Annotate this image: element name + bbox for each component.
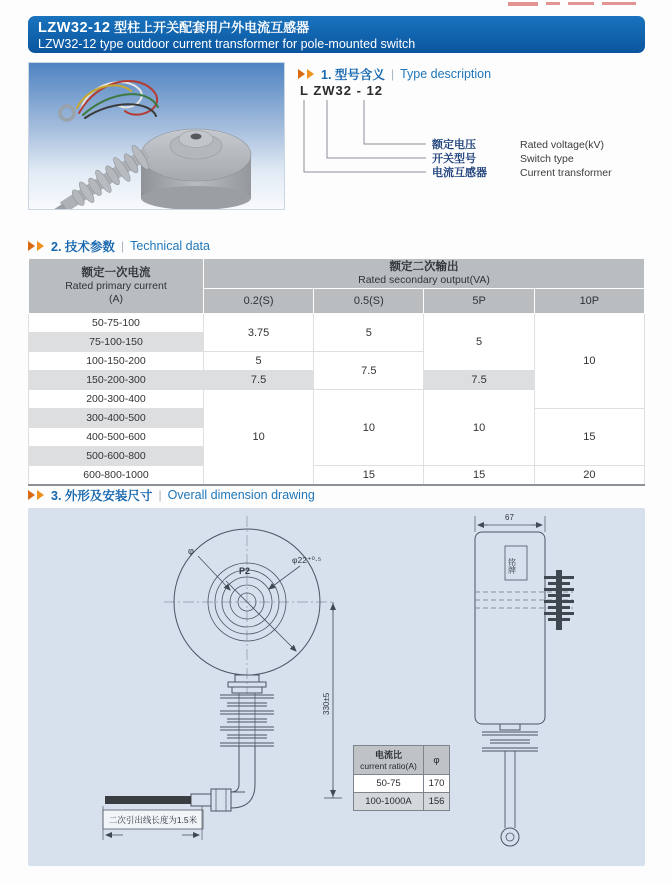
diagram-connector-lines — [304, 100, 426, 172]
output-cell: 7.5 — [203, 371, 313, 390]
model-number: LZW32-12 — [38, 20, 111, 36]
legend-zh-ct: 电流互感器 — [432, 167, 487, 179]
page-title-zh: LZW32-12 型柱上开关配套用户外电流互感器 — [38, 20, 310, 36]
width-dim-text: 67 — [505, 513, 514, 522]
phi-label: φ — [188, 546, 194, 556]
product-photo-image — [29, 63, 284, 209]
phi-column-header: φ — [424, 746, 450, 775]
output-cell: 5 — [424, 314, 534, 371]
primary-current-cell: 200-300-400 — [29, 390, 204, 409]
output-cell: 7.5 — [314, 352, 424, 390]
ratio-cell: 50-75 — [354, 775, 424, 793]
output-cell: 5 — [203, 352, 313, 371]
section-3-title — [28, 487, 315, 503]
class-header-02s: 0.2(S) — [203, 289, 313, 314]
model-code-text: L ZW32 - 12 — [300, 84, 384, 98]
output-cell: 7.5 — [424, 371, 534, 390]
height-dimension — [322, 602, 342, 798]
output-cell: 15 — [314, 466, 424, 486]
title-divider: | — [158, 488, 162, 502]
type-designation-diagram — [298, 84, 648, 196]
product-photo — [28, 62, 285, 210]
output-cell: 15 — [534, 409, 644, 466]
page-title-banner — [28, 16, 645, 53]
section-1-title-en: Type description — [400, 67, 492, 81]
primary-current-cell: 600-800-1000 — [29, 466, 204, 486]
hole-diameter-label: φ22⁺⁰·⁵ — [292, 555, 322, 565]
ratio-row — [354, 775, 450, 793]
cable-note-text: 二次引出线长度为1.5米 — [108, 815, 198, 825]
section-arrow-icon — [298, 69, 305, 79]
primary-current-cell: 400-500-600 — [29, 428, 204, 447]
section-2-title — [28, 238, 210, 254]
section-arrow-icon — [37, 490, 44, 500]
legend-en-ct: Current transformer — [520, 167, 612, 179]
phi-cell: 170 — [424, 775, 450, 793]
primary-current-cell: 75-100-150 — [29, 333, 204, 352]
ratio-row — [354, 793, 450, 811]
table-row — [29, 314, 645, 333]
section-3-title-zh: 3. 外形及安装尺寸 — [51, 489, 153, 503]
legend-en-switch: Switch type — [520, 153, 574, 165]
diagram-labels-zh — [431, 137, 487, 179]
class-header-5p: 5P — [424, 289, 534, 314]
section-arrow-icon — [28, 241, 35, 251]
output-cell: 15 — [424, 466, 534, 486]
class-header-10p: 10P — [534, 289, 644, 314]
primary-current-cell: 50-75-100 — [29, 314, 204, 333]
section-2-title-en: Technical data — [130, 239, 210, 253]
section-1-title-zh: 1. 型号含义 — [321, 68, 385, 82]
class-header-05s: 0.5(S) — [314, 289, 424, 314]
output-cell: 10 — [424, 390, 534, 466]
section-2-title-zh: 2. 技术参数 — [51, 240, 115, 254]
dimension-drawing — [28, 508, 645, 866]
section-1-title — [298, 66, 491, 82]
title-divider: | — [390, 67, 395, 81]
section-arrow-icon — [307, 69, 314, 79]
phi-cell: 156 — [424, 793, 450, 811]
p2-terminal-label: P2 — [239, 566, 251, 576]
output-cell: 5 — [314, 314, 424, 352]
ratio-cell: 100-1000A — [354, 793, 424, 811]
technical-data-table — [28, 258, 645, 486]
legend-zh-switch: 开关型号 — [432, 153, 476, 165]
title-divider: | — [120, 239, 125, 253]
section-3-title-en: Overall dimension drawing — [167, 488, 315, 502]
side-view-drawing — [475, 516, 574, 846]
output-cell: 20 — [534, 466, 644, 486]
page-title-en: LZW32-12 type outdoor current transformer for pole-mounted switch — [38, 37, 416, 51]
diagram-labels-en — [520, 139, 612, 179]
section-arrow-icon — [28, 490, 35, 500]
legend-en-voltage: Rated voltage(kV) — [520, 139, 605, 151]
secondary-output-header: 额定二次输出 Rated secondary output(VA) — [203, 259, 644, 289]
output-cell: 10 — [534, 314, 644, 409]
output-cell: 3.75 — [203, 314, 313, 352]
nameplate-label: 铭牌 — [507, 558, 517, 574]
table-row — [29, 466, 645, 486]
dimension-drawing-panel — [28, 508, 645, 866]
current-ratio-table — [353, 745, 450, 811]
primary-current-cell: 500-600-800 — [29, 447, 204, 466]
primary-current-cell: 100-150-200 — [29, 352, 204, 371]
output-cell: 10 — [203, 390, 313, 486]
legend-zh-voltage: 额定电压 — [432, 139, 476, 151]
output-cell: 10 — [314, 390, 424, 466]
cable-length-note — [103, 806, 203, 840]
section-arrow-icon — [37, 241, 44, 251]
height-dim-text: 330±5 — [322, 692, 331, 715]
primary-current-cell: 150-200-300 — [29, 371, 204, 390]
primary-current-cell: 300-400-500 — [29, 409, 204, 428]
ratio-header: 电流比 current ratio(A) — [354, 746, 424, 775]
primary-current-header: 额定一次电流 Rated primary current (A) — [29, 259, 204, 314]
scan-artifact — [508, 2, 658, 10]
